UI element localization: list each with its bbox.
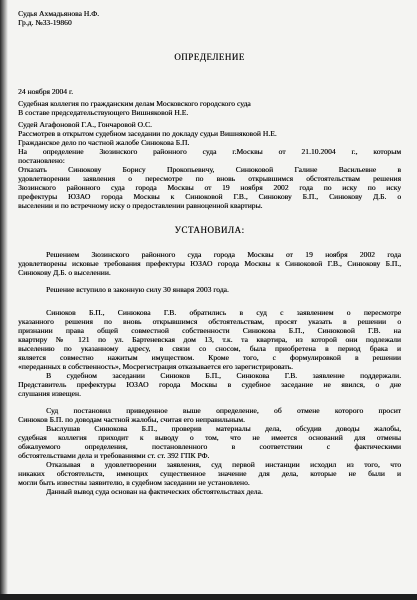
paragraph-line: Синюков Б.П., Синюкова Г.В. обратились в суд с заявлением о пересмотре — [46, 308, 401, 317]
paragraph-line: Представитель префектуры ЮЗАО города Москвы в судебное заседание не явился, о дне — [18, 380, 401, 389]
paragraph-line: удовлетворении заявления о пересмотре по вновь открывшимся обстоятельствам решения — [18, 174, 401, 183]
paragraph-line: удовлетворены исковые требования префектуры ЮЗАО города Москвы к Синюковой Г.В., Синюкову Б.П., — [18, 259, 401, 268]
paragraph-line: Данный вывод суда основан на фактических обстоятельствах дела. — [46, 487, 263, 496]
scan-shadow-left — [0, 0, 8, 600]
paragraph-line: Отказать Синюкову Борису Прокопьевичу, Синюковой Галине Васильевне в — [18, 165, 401, 174]
paragraph-line: постановлено: — [18, 156, 65, 165]
document-title: ОПРЕДЕЛЕНИЕ — [174, 52, 245, 62]
paragraph-line: судебная коллегия приходит к выводу о том, что не имеется оснований для отмены — [18, 433, 401, 442]
paragraph-line: квартиру № 121 по ул. Бартеневская дом 13, т.к. та квартира, из которой они подлежали — [18, 335, 401, 344]
section-title: УСТАНОВИЛА: — [174, 225, 245, 235]
paragraph-line: слушания извещен. — [18, 389, 81, 398]
paragraph-line: Решение вступило в законную силу 30 января 2003 года. — [46, 285, 229, 294]
scan-edge-bottom — [0, 594, 417, 600]
paragraph-line: обстоятельствами дела и требованиями ст. ст. 392 ГПК РФ. — [18, 451, 210, 460]
paragraph-line: Отказывая в удовлетворении заявления, суд первой инстанции исходил из того, что — [46, 460, 401, 469]
paragraph-line: Синюкову Д.Б. о выселении. — [18, 268, 111, 277]
document-date: 24 ноября 2004 г. — [18, 87, 73, 96]
paragraph-line: Суд постановил приведенное выше определение, об отмене которого просит — [46, 406, 401, 415]
intro-line: Судей Агафоновой Г.А., Гончаровой О.С. — [18, 120, 152, 129]
paragraph-line: Синюков Б.П. по доводам частной жалобы, считая его неправильным. — [18, 415, 245, 424]
paragraph-line: указанного решения по вновь открывшимся обстоятельствам, просят указать в решении о — [18, 317, 401, 326]
paragraph-line: обжалуемого определения, постановленного в соответствии с фактическими — [18, 442, 401, 451]
paragraph-line: префектуры ЮЗАО города Москвы к Синюковой Г.В., Синюкову Б.П., Синюкову Д.Б. о — [18, 192, 401, 201]
paragraph-line: выселению по указанному адресу, в связи со сносом, была приобретена в период брака и — [18, 344, 401, 353]
paragraph-line: В судебном заседании Синюков Б.П., Синюкова Г.В. заявление поддержали. — [46, 371, 401, 380]
intro-line: Судебная коллегия по гражданским делам Московского городского суда — [18, 99, 251, 108]
paragraph-line: «переданных в собственность», Мосрегистрация отказывается его зарегистрировать. — [18, 362, 293, 371]
judge-line: Судья Ахмадьянова Н.Ф. — [18, 9, 100, 18]
case-number: Гр.д. №33-19860 — [18, 18, 72, 27]
paragraph-line: Зюзинского районного суда города Москвы от 19 ноября 2002 года по иску по иску — [18, 183, 401, 192]
paragraph-line: никаких обстоятельств, имеющих существенное значение для дела, которые не были и — [18, 469, 401, 478]
intro-line: Гражданское дело по частной жалобе Синюкова Б.П. — [18, 138, 190, 147]
document-body — [18, 9, 401, 496]
paragraph-line: является совместно нажитым имуществом. Кроме того, с формулировкой в решении — [18, 353, 401, 362]
paragraph-line: Решением Зюзинского районного суда города Москвы от 19 ноября 2002 года — [46, 250, 401, 259]
paragraph-line: На определение Зюзинского районного суда г.Москвы от 21.10.2004 г., которым — [18, 147, 401, 156]
paragraph-line: Выслушав Синюкова Б.П., проверив материалы дела, обсудив доводы жалобы, — [46, 424, 401, 433]
paragraph-line: признании права общей совместной собственности Синюкова Б.П., Синюковой Г.В. на — [18, 326, 401, 335]
intro-line: Рассмотрев в открытом судебном заседании по докладу судьи Вишняковой Н.Е. — [18, 129, 277, 138]
paragraph-line: выселении и по встречному иску о предоставлении равноценной квартиры. — [18, 201, 263, 210]
paragraph-line: могли быть известны заявителю, в судебном заседании не установлено. — [18, 478, 250, 487]
intro-line: В составе председательствующего Вишняковой Н.Е. — [18, 108, 189, 117]
